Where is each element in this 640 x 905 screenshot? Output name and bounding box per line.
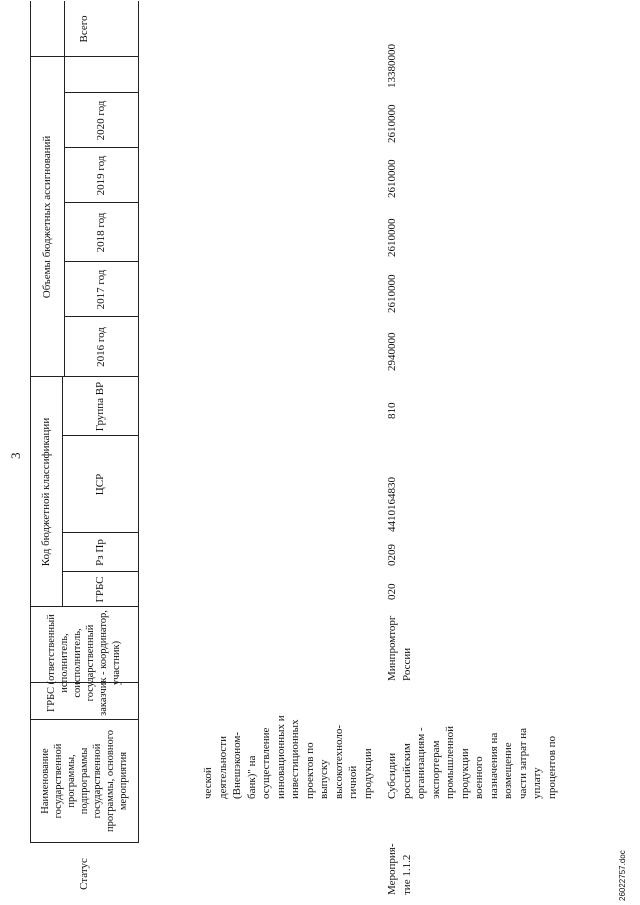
header-year-2019: 2019 год	[94, 155, 107, 196]
table-header-bottom-border	[138, 1, 139, 843]
row-total: 13380000	[386, 44, 398, 88]
header-year-2018: 2018 год	[94, 212, 107, 253]
doc-id: 26022757.doc	[618, 850, 627, 901]
row-csr: 4410164830	[386, 477, 398, 532]
header-year-2020: 2020 год	[94, 100, 107, 141]
row-value-2018: 2610000	[386, 218, 398, 257]
header-budget-volumes: Объемы бюджетных ассигнований	[40, 135, 53, 299]
row-status: Мероприя- тие 1.1.2	[386, 843, 413, 895]
header-budget-code: Код бюджетной классификации	[39, 417, 52, 567]
row-rz-pr: 0209	[386, 544, 398, 566]
header-year-2016: 2016 год	[94, 327, 107, 367]
row-value-2016: 2940000	[386, 332, 398, 371]
continuation-text: ческой деятельности (Внешэконом- банк)" на осуществление инновационных и инвестиционных проектов по выпуску высокотехноло- гичной продукции	[202, 715, 374, 799]
row-grbs: Минпромторг России	[386, 615, 413, 681]
header-rz-pr: Рз Пр	[93, 539, 106, 566]
row-value-2017: 2610000	[386, 274, 398, 313]
header-group-vr: Группа ВР	[93, 381, 106, 432]
header-status: Статус	[77, 858, 90, 890]
header-program-name: Наименование государственной программы, подпрограммы государственной программы, основного мероприятия	[39, 729, 129, 833]
header-csr: ЦСР	[93, 473, 106, 496]
row-name: Субсидии российским организациям - экспортерам промышленной продукции военного назначения на возмещение части затрат на уплату процентов по	[386, 725, 558, 799]
row-group-vr: 810	[386, 402, 398, 419]
header-grbs-full: ГРБС (ответственный исполнитель, соисполнитель, государственный заказчик - координатор, участник)	[46, 610, 122, 716]
page-number: 3	[8, 452, 23, 459]
row-grbs-code: 020	[386, 583, 398, 600]
header-year-2017: 2017 год	[94, 269, 107, 310]
header-grbs: ГРБС	[93, 576, 106, 603]
row-value-2020: 2610000	[386, 104, 398, 143]
row-value-2019: 2610000	[386, 159, 398, 198]
header-total: Всего	[77, 15, 90, 43]
